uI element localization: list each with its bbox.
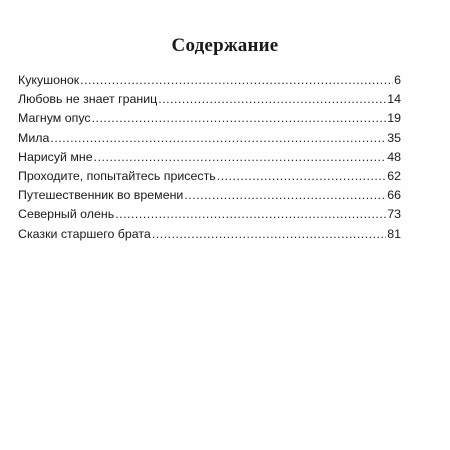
- toc-entry-page: 66: [387, 188, 401, 203]
- toc-entry: [18, 167, 401, 186]
- toc-entry-page: 73: [387, 207, 401, 222]
- toc-entry: [18, 186, 401, 205]
- dot-leader: [92, 109, 387, 128]
- toc-entry-title: Путешественник во времени: [18, 188, 184, 203]
- toc-entry-page: 19: [387, 111, 401, 126]
- toc-entry: [18, 205, 401, 224]
- toc-entry-title: Сказки старшего брата: [18, 226, 151, 241]
- toc-entry-title: Магнум опус: [18, 111, 91, 126]
- toc-entry: [18, 148, 401, 167]
- toc-entry: [18, 129, 401, 148]
- toc-entry-page: 48: [387, 149, 401, 164]
- dot-leader: [94, 148, 387, 167]
- toc-entry-title: Мила: [18, 130, 50, 145]
- toc-entry: [18, 90, 401, 109]
- dot-leader: [217, 167, 386, 186]
- toc-entry: [18, 225, 401, 244]
- dot-leader: [152, 225, 386, 244]
- toc-entry-title: Кукушонок: [18, 73, 80, 87]
- toc-entry-page: 6: [394, 73, 401, 87]
- toc-entry-title: Нарисуй мне: [18, 149, 93, 164]
- toc-entry-title: Любовь не знает границ: [18, 92, 158, 107]
- dot-leader: [80, 71, 393, 90]
- toc-entry-page: 35: [387, 130, 401, 145]
- page-title: Содержание: [171, 35, 279, 56]
- dot-leader: [50, 129, 386, 148]
- toc-entry-page: 14: [387, 92, 401, 107]
- dot-leader: [158, 90, 386, 109]
- dot-leader: [184, 186, 386, 205]
- toc-entry-title: Северный олень: [18, 207, 115, 222]
- toc-entry-page: 62: [387, 168, 401, 183]
- toc-entry-page: 81: [387, 226, 401, 241]
- toc-entry-title: Проходите, попытайтесь присесть: [18, 168, 216, 183]
- table-of-contents: [18, 71, 401, 244]
- toc-entry: [18, 71, 401, 90]
- dot-leader: [115, 205, 386, 224]
- toc-entry: [18, 109, 401, 128]
